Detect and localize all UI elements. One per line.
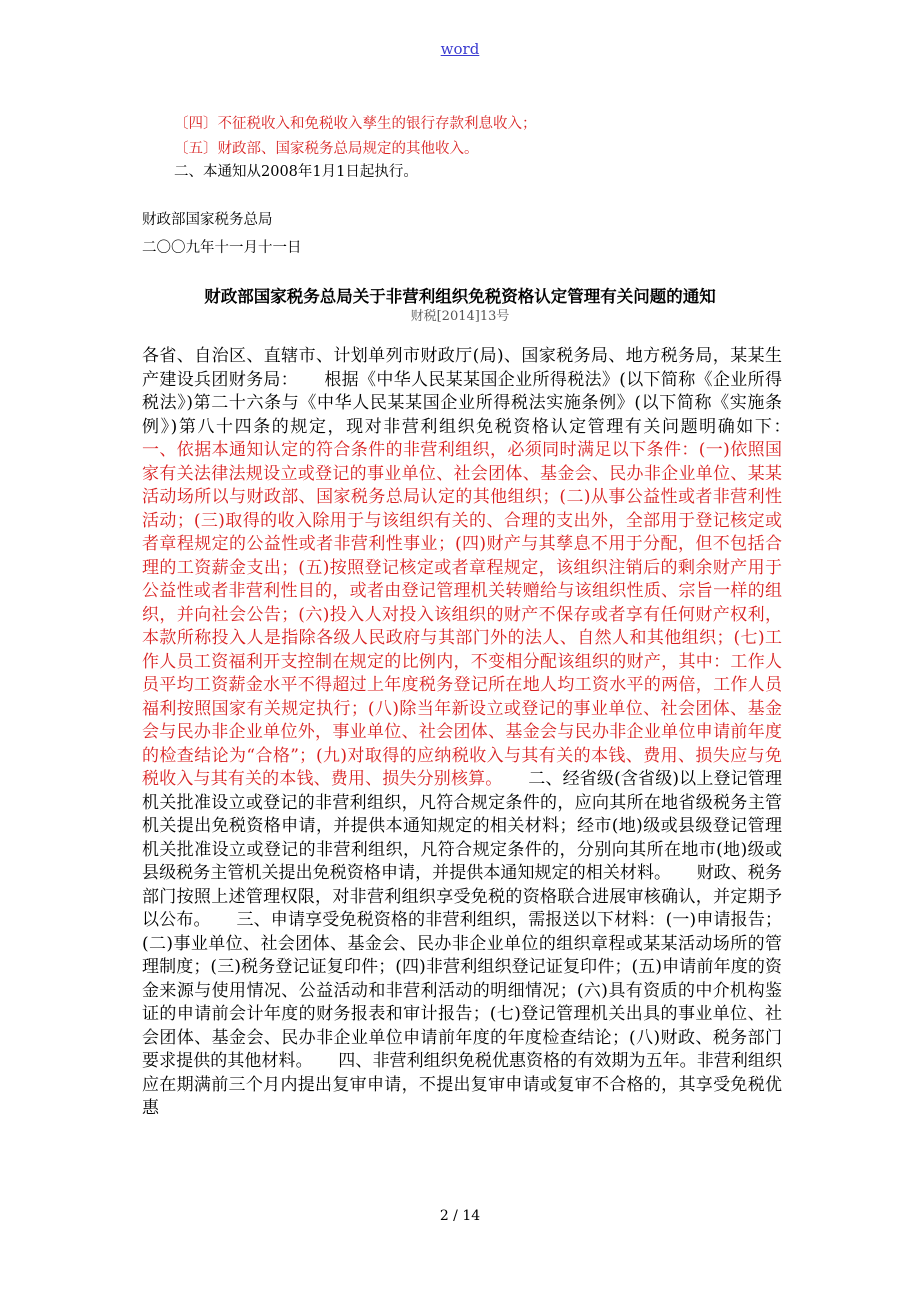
word-header-link[interactable]: word: [440, 40, 480, 58]
document-number: 财税[2014]13号: [410, 309, 510, 324]
signature-block: [142, 206, 302, 262]
body-rest: 二、经省级(含省级)以上登记管理机关批准设立或登记的非营利组织，凡符合规定条件的，应向其所在地省级税务主管机关提出免税资格申请，并提供本通知规定的相关材料；经市(地)级或县级登记管理机关批准设立或登记的非营利组织，凡符合规定条件的，分别向其所在地市(地)级或县级税务主管机关提出免税资格申请，并提供本通知规定的相关材料。 财政、税务部门按照上述管理权限，对非营利组织享受免税的资格联合进展审核确认，并定期予以公布。 三、申请享受免税资格的非营利组织，需报送以下材料：(一)申请报告；(二)事业单位、社会团体、基金会、民办非企业单位的组织章程或某某活动场所的管理制度；(三)税务登记证复印件；(四)非营利组织登记证复印件；(五)申请前年度的资金来源与使用情况、公益活动和非营利活动的明细情况；(六)具有资质的中介机构鉴证的申请前会计年度的财务报表和审计报告；(七)登记管理机关出具的事业单位、社会团体、基金会、民办非企业单位申请前年度的年度检查结论；(八)财政、税务部门要求提供的其他材料。 四、非营利组织免税优惠资格的有效期为五年。非营利组织应在期满前三个月内提出复审申请，不提出复审申请或复审不合格的，其享受免税优惠: [142, 769, 783, 1118]
execution-note: 二、本通知从2008年1月1日起执行。: [174, 164, 418, 180]
notice-title: 财政部国家税务总局关于非营利组织免税资格认定管理有关问题的通知: [204, 287, 716, 306]
body-conditions: 一、依据本通知认定的符合条件的非营利组织，必须同时满足以下条件：(一)依照国家有关法律法规设立或登记的事业单位、社会团体、基金会、民办非企业单位、某某活动场所以与财政部、国家税务总局认定的其他组织；(二)从事公益性或者非营利性活动；(三)取得的收入除用于与该组织有关的、合理的支出外，全部用于登记核定或者章程规定的公益性或者非营利性事业；(四)财产与其孳息不用于分配，但不包括合理的工资薪金支出；(五)按照登记核定或者章程规定，该组织注销后的剩余财产用于公益性或者非营利性目的，或者由登记管理机关转赠给与该组织性质、宗旨一样的组织，并向社会公告；(六)投入人对投入该组织的财产不保存或者享有任何财产权利，本款所称投入人是指除各级人民政府与其部门外的法人、自然人和其他组织；(七)工作人员工资福利开支控制在规定的比例内，不变相分配该组织的财产，其中：工作人员平均工资薪金水平不得超过上年度税务登记所在地人均工资水平的两倍，工作人员福利按照国家有关规定执行；(八)除当年新设立或登记的事业单位、社会团体、基金会与民办非企业单位外，事业单位、社会团体、基金会与民办非企业单位申请前年度的检查结论为“合格”；(九)对取得的应纳税收入与其有关的本钱、费用、损失应与免税收入与其有关的本钱、费用、损失分别核算。: [142, 440, 782, 789]
body-intro: 各省、自治区、直辖市、计划单列市财政厅(局)、国家税务局、地方税务局，某某生产建设兵团财务局： 根据《中华人民某某国企业所得税法》(以下简称《企业所得税法》)第二十六条与《中华人民某某国企业所得税法实施条例》(以下简称《实施条例》)第八十四条的规定，现对非营利组织免税资格认定管理有关问题明确如下：: [142, 346, 816, 437]
income-list: [174, 112, 537, 162]
list-item: 〔五〕财政部、国家税务总局规定的其他收入。: [174, 141, 479, 157]
page-indicator: 2 / 14: [439, 1208, 481, 1224]
signature-org: 财政部国家税务总局: [142, 212, 273, 228]
signature-date: 二〇〇九年十一月十一日: [142, 240, 302, 256]
list-item: 〔四〕不征税收入和免税收入孳生的银行存款利息收入；: [174, 116, 537, 132]
notice-body: [142, 345, 816, 1121]
